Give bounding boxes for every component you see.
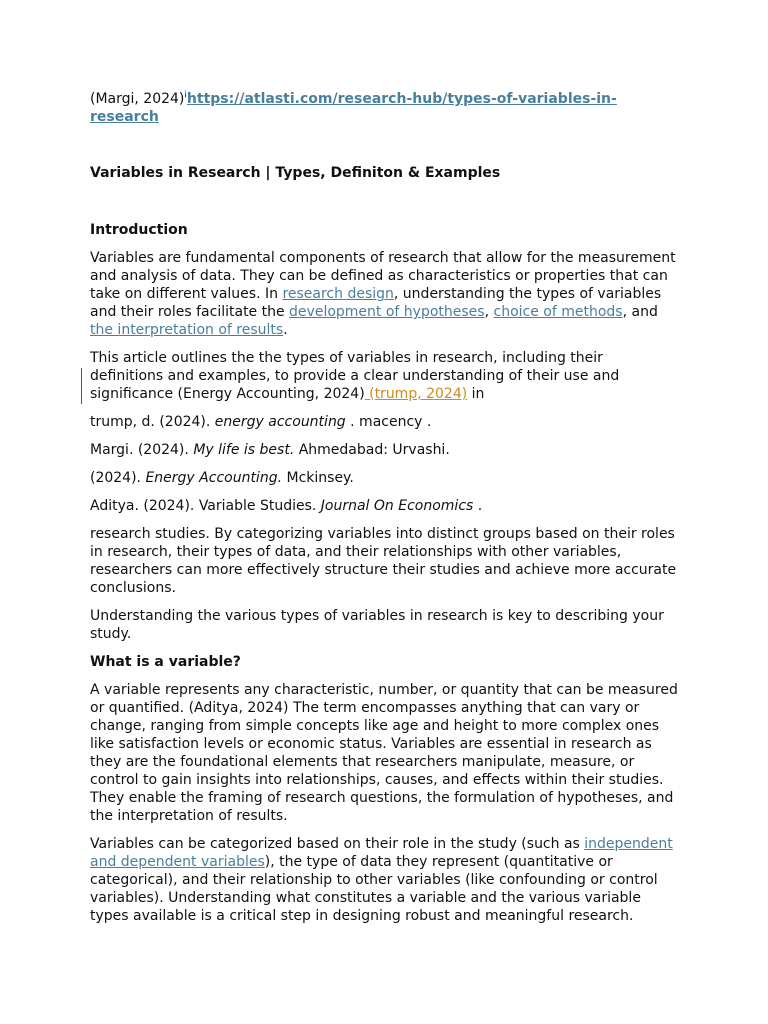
link-development-of-hypotheses[interactable]: development of hypotheses <box>289 304 485 320</box>
reference-title: Energy Accounting. <box>145 470 283 486</box>
intro-text: , <box>484 304 494 320</box>
reference-text: (2024). <box>90 470 146 486</box>
source-citation-line <box>90 90 680 126</box>
link-interpretation-of-results[interactable]: the interpretation of results <box>90 322 284 338</box>
footnote-marker[interactable]: i <box>184 90 187 101</box>
reference-text: . <box>473 498 483 514</box>
reference-entry <box>90 469 680 487</box>
heading-what-is-a-variable: What is a variable? <box>90 654 241 670</box>
reference-text: Ahmedabad: Urvashi. <box>294 442 450 458</box>
reference-text: trump, d. (2024). <box>90 414 215 430</box>
intro-text: Variables are fundamental components of research that allow for the measurement and analysis of data. They can be defined as characteristics or properties that can take on different values. In <box>90 250 676 302</box>
source-prefix: (Margi, 2024) <box>90 91 185 107</box>
reference-text: Mckinsey. <box>282 470 354 486</box>
body-paragraph-6 <box>90 835 680 925</box>
reference-title: Journal On Economics <box>320 498 474 514</box>
intro-text: , understanding the types of variables and their roles facilitate the <box>90 286 662 320</box>
track-change-bar <box>81 368 82 404</box>
intro-text: . <box>283 322 288 338</box>
intro-paragraph-1 <box>90 249 680 339</box>
reference-text: Margi. (2024). <box>90 442 194 458</box>
body-paragraph-3: research studies. By categorizing variables into distinct groups based on their roles in research, their types of data, and their relationships with other variables, researchers can more effectively structure their studies and achieve more accurate conclusions. <box>90 526 677 596</box>
link-choice-of-methods[interactable]: choice of methods <box>493 304 623 320</box>
link-research-design[interactable]: research design <box>282 286 394 302</box>
body-text: Variables can be categorized based on their role in the study (such as <box>90 836 585 852</box>
source-url-link[interactable]: https://atlasti.com/research-hub/types-of-variables-in-research <box>90 91 617 125</box>
link-independent-dependent-variables[interactable]: independent and dependent variables <box>90 836 673 870</box>
body-paragraph-4: Understanding the various types of variables in research is key to describing your study. <box>90 608 664 642</box>
intro-paragraph-2 <box>90 349 680 403</box>
reference-entry <box>90 413 680 431</box>
citation-trump-2024[interactable]: (trump, 2024) <box>364 386 468 402</box>
intro-text: , and <box>622 304 658 320</box>
reference-entry <box>90 441 680 459</box>
intro-text: in <box>467 386 485 402</box>
heading-introduction: Introduction <box>90 222 188 238</box>
reference-title: energy accounting <box>214 414 346 430</box>
document-title: Variables in Research | Types, Definiton & Examples <box>90 165 501 181</box>
body-text: ), the type of data they represent (quantitative or categorical), and their relationship to other variables (like confounding or control variables). Understanding what constitutes a variable and the various variable types available is a critical step in designing robust and meaningful research. <box>90 854 658 924</box>
body-paragraph-5: A variable represents any characteristic, number, or quantity that can be measured or quantified. (Aditya, 2024) The term encompasses anything that can vary or change, ranging from simple concepts like age and height to more complex ones like satisfaction levels or economic status. Variables are essential in research as they are the foundational elements that researchers manipulate, measure, or control to gain insights into relationships, causes, and effects within their studies. They enable the framing of research questions, the formulation of hypotheses, and the interpretation of results. <box>90 682 678 824</box>
intro-text: This article outlines the the types of variables in research, including their definitions and examples, to provide a clear understanding of their use and significance (Energy Accounting, 2024) <box>90 350 620 402</box>
document-page <box>90 90 680 935</box>
reference-text: Aditya. (2024). Variable Studies. <box>90 498 321 514</box>
reference-entry <box>90 497 680 515</box>
reference-title: My life is best. <box>193 442 295 458</box>
reference-text: . macency . <box>345 414 432 430</box>
